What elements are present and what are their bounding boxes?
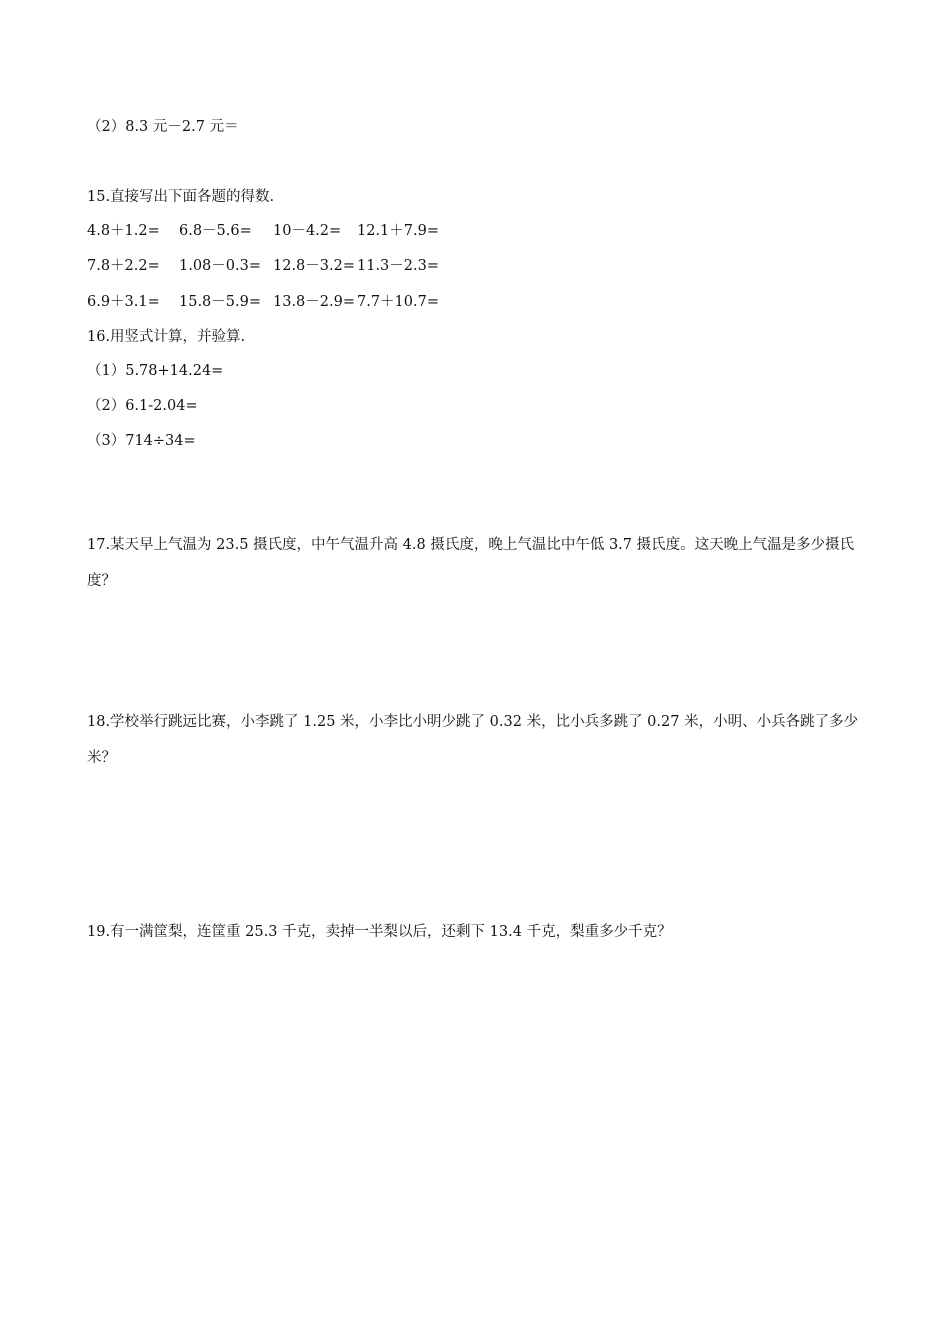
q14-part2: （2）8.3 元－2.7 元＝ [87, 119, 239, 135]
q15-expr: 15.8－5.9= [179, 294, 261, 310]
q15-expr: 13.8－2.9= [273, 294, 355, 310]
q16-item-2: （2）6.1-2.04= [87, 398, 198, 414]
q18-text: 18.学校举行跳远比赛，小李跳了 1.25 米，小李比小明少跳了 0.32 米，比小兵多跳了 0.27 米，小明、小兵各跳了多少米？ [87, 714, 859, 766]
q15-expr: 6.8－5.6= [179, 223, 252, 239]
q15-expr: 1.08－0.3= [179, 258, 261, 274]
q15-expr: 7.7＋10.7= [357, 294, 439, 310]
q15-expr: 11.3－2.3= [357, 258, 439, 274]
q15-expr: 6.9＋3.1= [87, 294, 160, 310]
q16-item-3: （3）714÷34= [87, 433, 196, 449]
q15-expr: 10－4.2= [273, 223, 342, 239]
q16-title: 16.用竖式计算，并验算. [87, 329, 246, 345]
q17-text: 17.某天早上气温为 23.5 摄氏度，中午气温升高 4.8 摄氏度，晚上气温比中午低 3.7 摄氏度。这天晚上气温是多少摄氏度？ [87, 537, 855, 589]
q15-expr: 12.8－3.2= [273, 258, 355, 274]
q16-item-1: （1）5.78+14.24= [87, 363, 224, 379]
q15-expr: 12.1＋7.9= [357, 223, 439, 239]
q15-title: 15.直接写出下面各题的得数. [87, 189, 275, 205]
q15-expr: 4.8＋1.2= [87, 223, 160, 239]
q19-text: 19.有一满筐梨，连筐重 25.3 千克，卖掉一半梨以后，还剩下 13.4 千克，梨重多少千克？ [87, 924, 672, 940]
q15-expr: 7.8＋2.2= [87, 258, 160, 274]
